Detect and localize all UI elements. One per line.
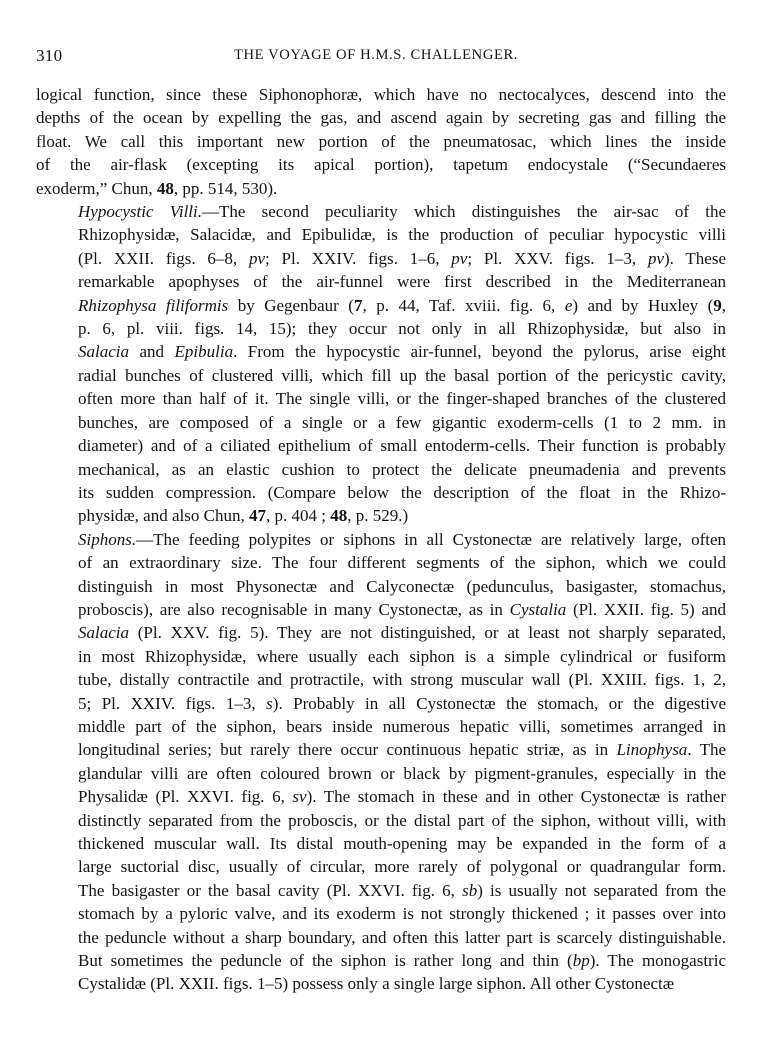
- text-run: large suctorial disc, usually of circular, more rarely of polygonal or quadrangular form.: [78, 857, 726, 877]
- text-run: physidæ, and also Chun,: [78, 506, 249, 526]
- text-line: [36, 575, 726, 598]
- text-run: e: [564, 295, 573, 315]
- text-run: Salacia: [78, 623, 129, 643]
- text-run: longitudinal series; but rarely there occur continuous hepatic striæ, as in: [78, 740, 617, 760]
- text-line: [36, 528, 726, 551]
- text-run: pv: [248, 248, 266, 268]
- running-title: THE VOYAGE OF H.M.S. CHALLENGER.: [234, 47, 519, 63]
- text-run: 5; Pl. XXIV. figs. 1–3,: [78, 693, 267, 713]
- text-line: [36, 738, 726, 761]
- text-run: logical function, since these Siphonophoræ, which have no nectocalyces, descend into the: [36, 85, 726, 104]
- text-line: [36, 387, 726, 410]
- text-run: pv: [451, 248, 468, 268]
- text-line: [36, 106, 726, 129]
- text-run: sv: [292, 787, 307, 807]
- text-run: , p. 44, Taf. xviii. fig. 6,: [362, 295, 565, 315]
- text-run: ,: [721, 295, 726, 315]
- text-line: [36, 715, 726, 738]
- text-line: [36, 317, 726, 340]
- text-line: [36, 926, 726, 949]
- text-run: often more than half of it. The single villi, or the finger-shaped branches of the clustered: [78, 389, 726, 409]
- text-run: Salacia: [78, 342, 129, 362]
- text-run: 9: [713, 295, 722, 315]
- text-line: [36, 247, 726, 270]
- text-run: Hypocystic Villi.: [78, 202, 202, 222]
- text-run: in most Rhizophysidæ, where usually each siphon is a simple cylindrical or fusiform: [78, 646, 726, 666]
- text-run: bp: [572, 951, 590, 971]
- text-run: its sudden compression. (Compare below the description of the float in the Rhizo-: [78, 482, 726, 502]
- text-run: float. We call this important new portion of the pneumatosac, which lines the inside: [36, 131, 726, 151]
- text-run: ; Pl. XXV. figs. 1–3,: [467, 248, 648, 268]
- text-run: stomach by a pyloric valve, and its exoderm is not strongly thickened ; it passes over into: [78, 904, 726, 924]
- text-line: [36, 177, 726, 200]
- text-run: But sometimes the peduncle of the siphon is rather long and thin (: [78, 951, 573, 971]
- text-run: —The feeding polypites or siphons in all Cystonectæ are relatively large, often: [136, 529, 726, 549]
- text-line: [36, 340, 726, 363]
- text-line: [36, 83, 726, 106]
- text-line: [36, 832, 726, 855]
- text-run: ). The stomach in these and in other Cystonectæ is rather: [306, 787, 726, 807]
- paragraph: [36, 83, 726, 200]
- text-run: Cystalia: [509, 599, 567, 619]
- page-number: 310: [36, 46, 63, 65]
- text-run: Epibulia: [174, 342, 234, 362]
- text-run: radial bunches of clustered villi, which fill up the basal portion of the pericystic cavity,: [78, 365, 726, 385]
- text-line: [36, 270, 726, 293]
- text-line: [36, 364, 726, 387]
- text-run: mechanical, as an elastic cushion to protect the delicate pneumadenia and prevents: [78, 459, 726, 479]
- text-line: [36, 645, 726, 668]
- text-line: [36, 153, 726, 176]
- text-run: middle part of the siphon, bears inside numerous hepatic villi, sometimes arranged in: [78, 716, 726, 736]
- text-line: [36, 411, 726, 434]
- text-line: [36, 223, 726, 246]
- text-line: [36, 294, 726, 317]
- text-run: 48: [156, 178, 174, 198]
- text-run: , p. 404 ;: [265, 506, 331, 526]
- text-line: [36, 551, 726, 574]
- text-run: ; Pl. XXIV. figs. 1–6,: [265, 248, 452, 268]
- text-line: [36, 902, 726, 925]
- text-line: [36, 504, 726, 527]
- text-line: [36, 434, 726, 457]
- text-run: of an extraordinary size. The four different segments of the siphon, which we could: [78, 553, 726, 573]
- text-line: [36, 972, 726, 995]
- text-line: [36, 762, 726, 785]
- text-run: Cystalidæ (Pl. XXII. figs. 1–5) possess only a single large siphon. All other Cystonectæ: [78, 974, 675, 994]
- text-run: Rhizophysidæ, Salacidæ, and Epibulidæ, is the production of peculiar hypocystic villi: [78, 225, 726, 245]
- text-run: exoderm,” Chun,: [36, 178, 157, 198]
- text-run: bunches, are composed of a single or a few gigantic exoderm-cells (1 to 2 mm. in: [78, 412, 726, 432]
- text-run: 47: [248, 506, 266, 526]
- text-run: thickened muscular wall. Its distal mouth-opening may be expanded in the form of a: [78, 834, 726, 853]
- text-run: tube, distally contractile and protractile, with strong muscular wall (Pl. XXIII. figs. 1, 2,: [78, 670, 726, 690]
- text-run: of the air-flask (excepting its apical portion), tapetum endocystale (“Secundaeres: [36, 155, 726, 175]
- text-run: ) and by Huxley (: [572, 295, 714, 315]
- text-line: [36, 598, 726, 621]
- text-run: . From the hypocystic air-funnel, beyond the pylorus, arise eight: [233, 342, 726, 362]
- text-run: distinctly separated from the proboscis, or the distal part of the siphon, without villi, with: [78, 810, 726, 830]
- text-run: 7: [353, 295, 363, 315]
- text-run: ). These: [663, 248, 726, 268]
- text-run: by Gegenbaur (: [228, 295, 354, 315]
- text-run: Linophysa: [616, 740, 688, 760]
- text-run: (Pl. XXII. figs. 6–8,: [78, 248, 249, 268]
- text-line: [36, 621, 726, 644]
- text-run: remarkable apophyses of the air-funnel were first described in the Mediterranean: [78, 272, 726, 292]
- text-line: [36, 949, 726, 972]
- text-line: [36, 130, 726, 153]
- text-run: the peduncle without a sharp boundary, and often this latter part is scarcely distinguishable.: [78, 927, 726, 947]
- text-run: Physalidæ (Pl. XXVI. fig. 6,: [78, 787, 293, 807]
- text-run: sb: [462, 880, 478, 900]
- text-run: p. 6, pl. viii. figs. 14, 15); they occur not only in all Rhizophysidæ, but also in: [78, 319, 726, 339]
- text-run: Rhizophysa filiformis: [78, 295, 229, 315]
- text-line: [36, 809, 726, 832]
- text-run: diameter) and of a ciliated epithelium of small entoderm-cells. Their function is probably: [78, 436, 726, 456]
- text-run: glandular villi are often coloured brown or black by pigment-granules, especially in the: [78, 763, 726, 783]
- text-run: pv: [647, 248, 664, 268]
- text-run: and: [129, 342, 175, 362]
- text-line: [36, 458, 726, 481]
- text-run: Siphons.: [78, 529, 137, 549]
- text-line: [36, 692, 726, 715]
- text-line: [36, 200, 726, 223]
- running-header: [36, 46, 726, 70]
- text-line: [36, 481, 726, 504]
- text-run: —The second peculiarity which distinguishes the air-sac of the: [202, 202, 726, 222]
- text-line: [36, 879, 726, 902]
- text-run: , pp. 514, 530).: [173, 178, 278, 198]
- text-run: , p. 529.): [347, 506, 409, 526]
- text-run: (Pl. XXII. fig. 5) and: [566, 599, 726, 619]
- text-run: The basigaster or the basal cavity (Pl. XXVI. fig. 6,: [78, 880, 463, 900]
- text-run: 48: [330, 506, 348, 526]
- text-run: ). Probably in all Cystonectæ the stomach, or the digestive: [272, 693, 726, 713]
- text-line: [36, 855, 726, 878]
- text-line: [36, 785, 726, 808]
- text-run: distinguish in most Physonectæ and Calyconectæ (pedunculus, basigaster, stomachus,: [78, 576, 726, 596]
- text-line: [36, 668, 726, 691]
- text-run: ). The monogastric: [589, 951, 726, 971]
- text-run: proboscis), are also recognisable in many Cystonectæ, as in: [78, 599, 510, 619]
- body-text: [36, 83, 726, 996]
- text-run: (Pl. XXV. fig. 5). They are not distinguished, or at least not sharply separated,: [129, 623, 726, 643]
- text-run: s: [266, 693, 273, 713]
- paragraph: [36, 528, 726, 996]
- text-run: . The: [687, 740, 726, 760]
- text-run: ) is usually not separated from the: [477, 880, 726, 900]
- text-run: depths of the ocean by expelling the gas, and ascend again by secreting gas and filling the: [36, 108, 726, 128]
- paragraph: [36, 200, 726, 528]
